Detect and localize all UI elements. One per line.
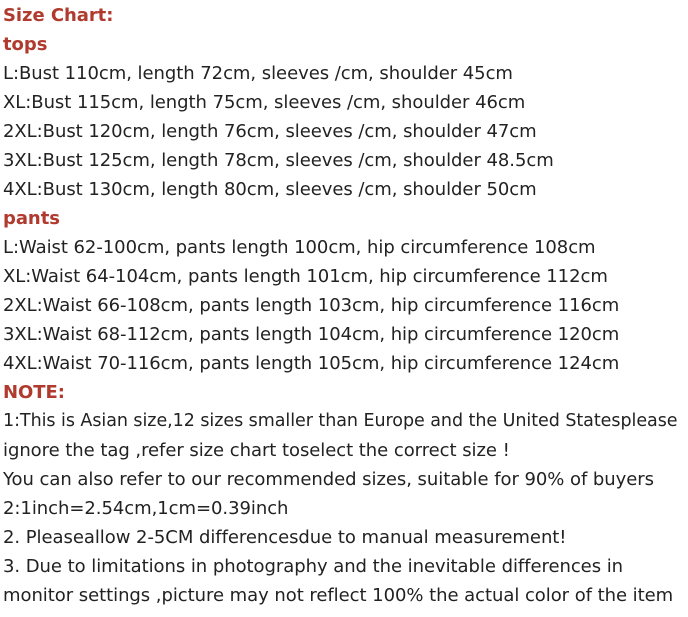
tops-size-2xl: 2XL:Bust 120cm, length 76cm, sleeves /cm, shoulder 47cm	[3, 121, 537, 142]
note-line: 2. Pleaseallow 2-5CM differencesdue to manual measurement!	[3, 527, 567, 548]
size-chart-title: Size Chart:	[3, 5, 114, 26]
pants-heading: pants	[3, 208, 60, 229]
tops-size-3xl: 3XL:Bust 125cm, length 78cm, sleeves /cm, shoulder 48.5cm	[3, 150, 554, 171]
pants-size-2xl: 2XL:Waist 66-108cm, pants length 103cm, hip circumference 116cm	[3, 295, 620, 316]
tops-heading: tops	[3, 34, 48, 55]
pants-size-xl: XL:Waist 64-104cm, pants length 101cm, hip circumference 112cm	[3, 266, 608, 287]
note-line: You can also refer to our recommended sizes, suitable for 90% of buyers	[3, 469, 654, 490]
tops-size-l: L:Bust 110cm, length 72cm, sleeves /cm, shoulder 45cm	[3, 63, 513, 84]
tops-size-xl: XL:Bust 115cm, length 75cm, sleeves /cm, shoulder 46cm	[3, 92, 526, 113]
note-line: 3. Due to limitations in photography and the inevitable differences in	[3, 556, 624, 577]
note-line: ignore the tag ,refer size chart toselect the correct size !	[3, 440, 510, 461]
pants-size-4xl: 4XL:Waist 70-116cm, pants length 105cm, hip circumference 124cm	[3, 353, 620, 374]
note-line: 1:This is Asian size,12 sizes smaller than Europe and the United Statesplease	[3, 411, 678, 431]
note-heading: NOTE:	[3, 382, 65, 403]
pants-size-3xl: 3XL:Waist 68-112cm, pants length 104cm, hip circumference 120cm	[3, 324, 620, 345]
note-line: monitor settings ,picture may not reflect 100% the actual color of the item	[3, 585, 674, 606]
pants-size-l: L:Waist 62-100cm, pants length 100cm, hip circumference 108cm	[3, 237, 596, 258]
size-chart-document	[3, 1, 685, 610]
tops-size-4xl: 4XL:Bust 130cm, length 80cm, sleeves /cm, shoulder 50cm	[3, 179, 537, 200]
note-line: 2:1inch=2.54cm,1cm=0.39inch	[3, 498, 289, 519]
